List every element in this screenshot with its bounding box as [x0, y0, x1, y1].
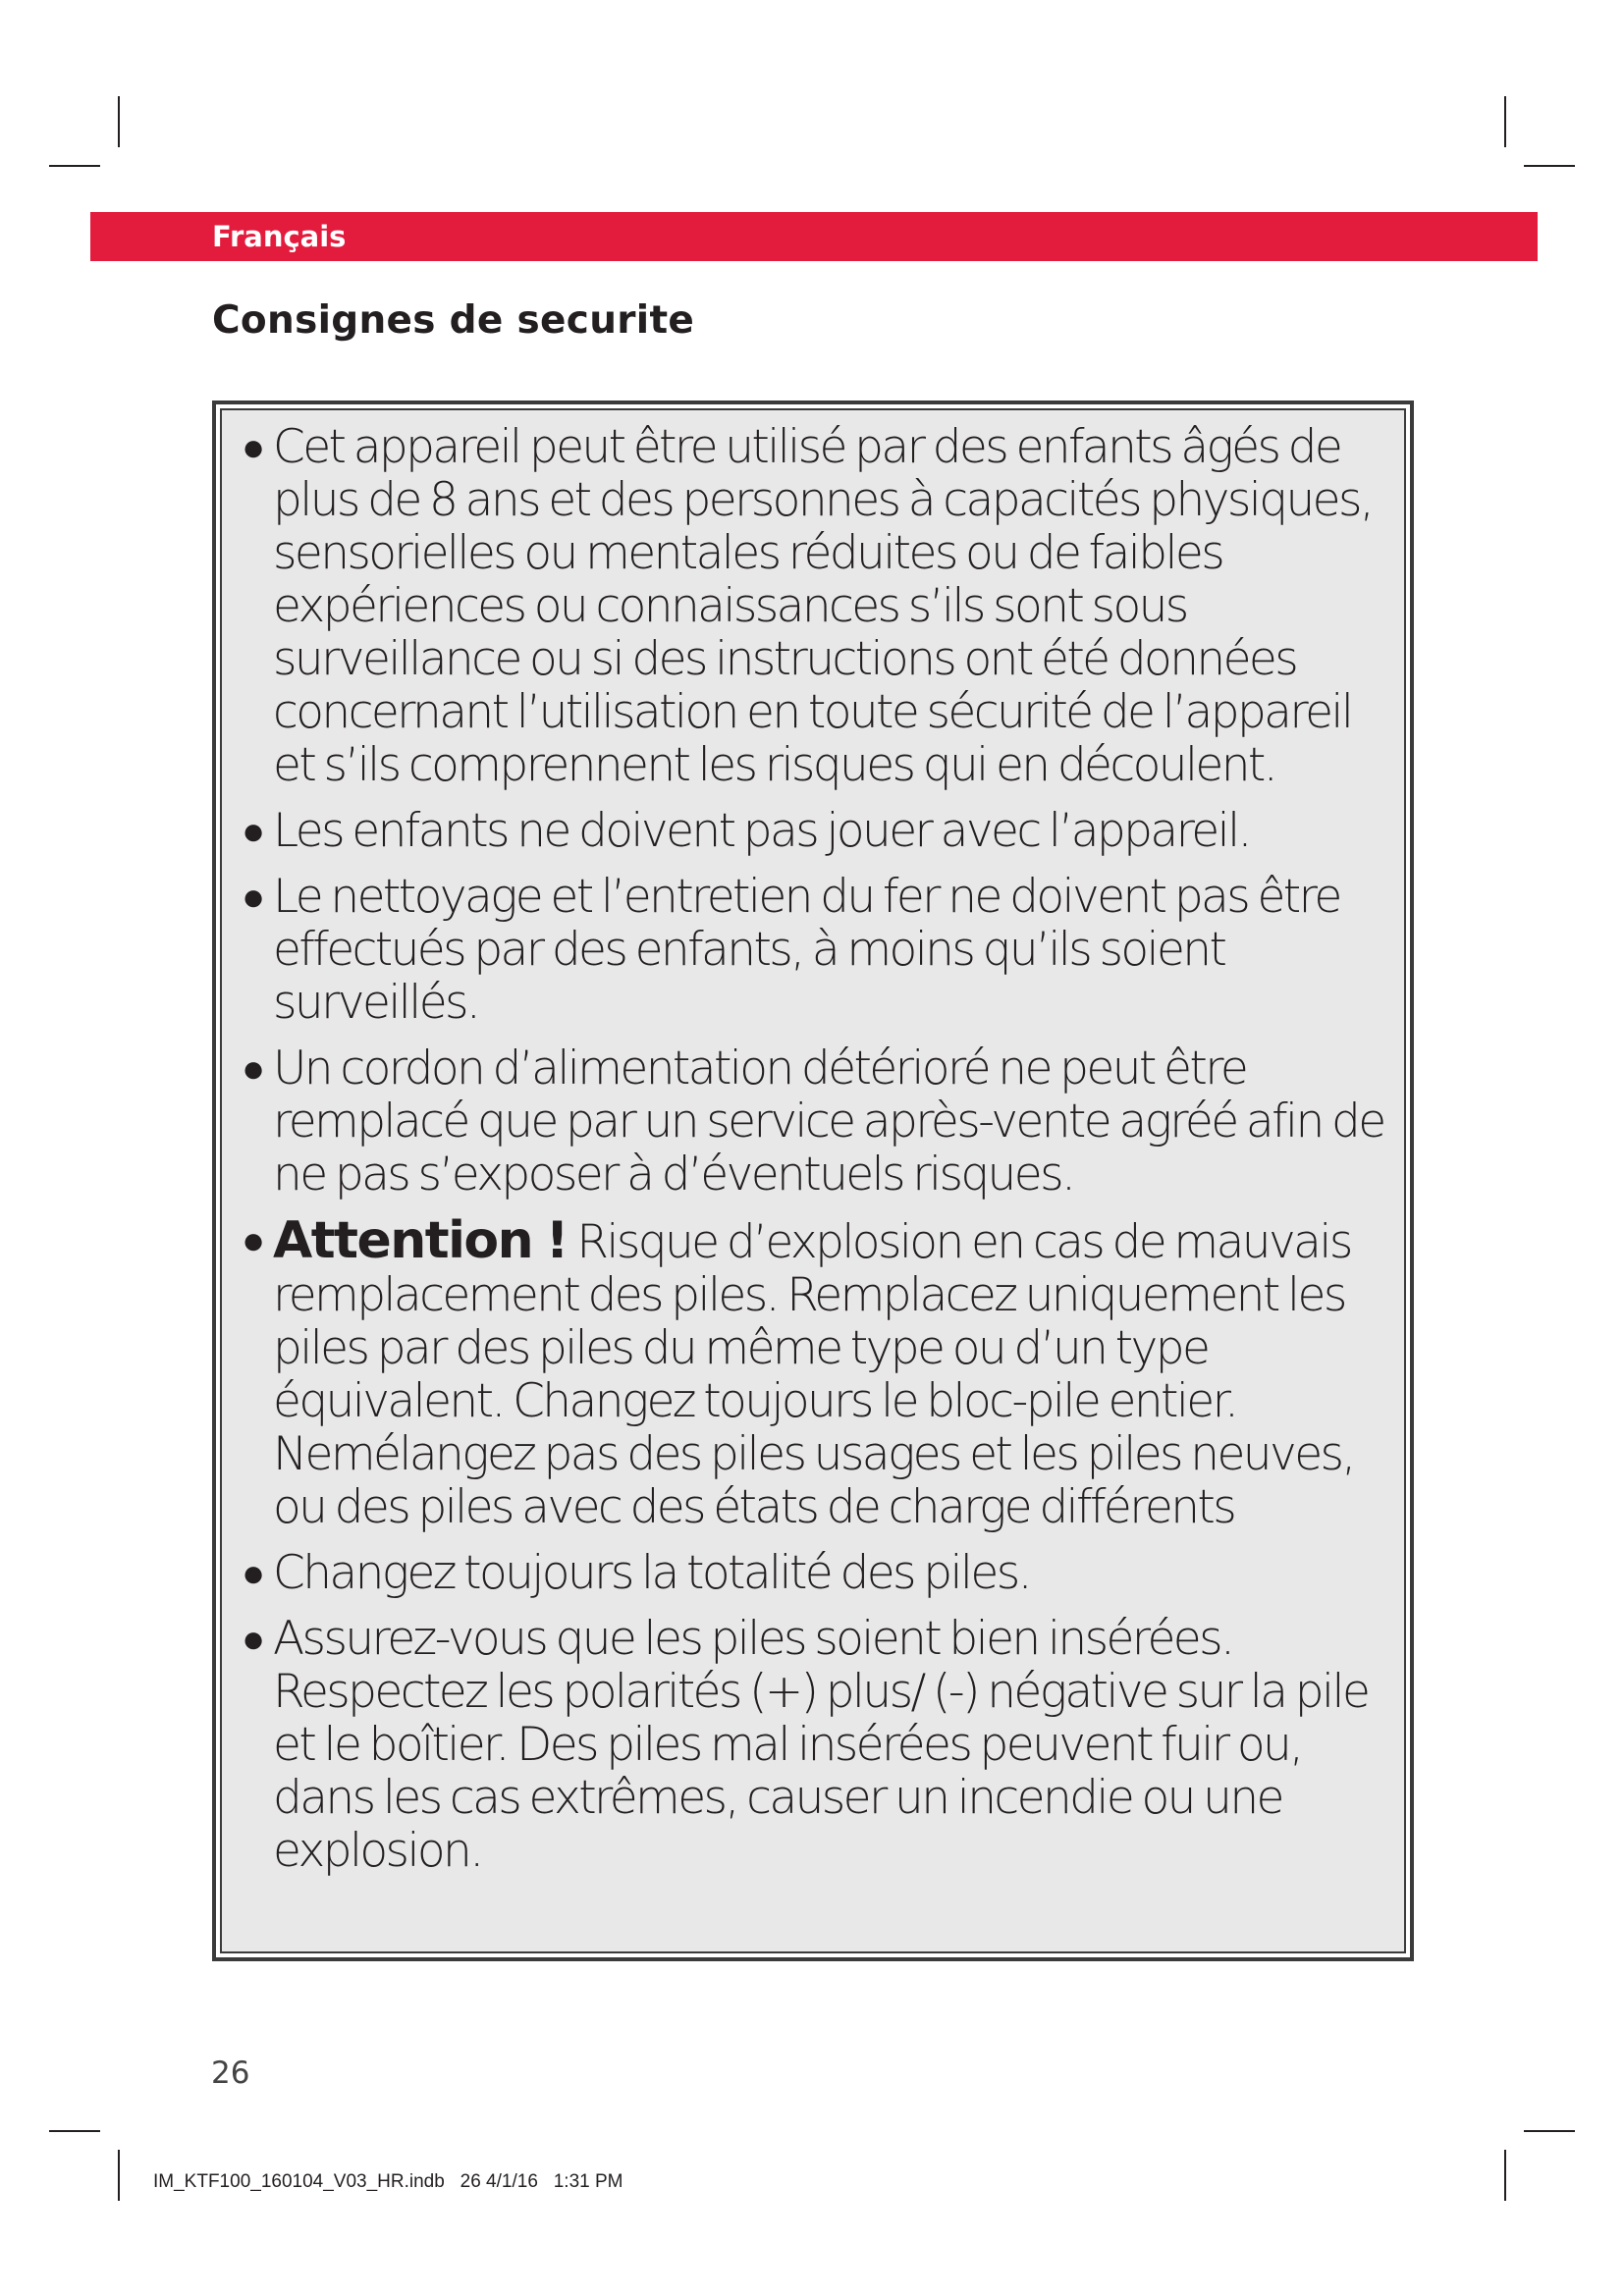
bullet-icon: ● — [242, 1218, 263, 1263]
bullet-icon: ● — [242, 1617, 263, 1662]
warning-item — [240, 871, 1388, 1030]
safety-warning-box — [212, 400, 1414, 1961]
bullet-icon: ● — [242, 1551, 263, 1596]
safety-warning-list — [240, 421, 1388, 1878]
warning-text: Assurez-vous que les piles soient bien insérées. Respectez les polarités (+) plus/ (-) négative sur la pile et le boîtier. Des piles mal insérées peuvent fuir ou, dans les cas extrêmes, causer un incendie ou une explosion. — [273, 1612, 1369, 1878]
warning-text: Cet appareil peut être utilisé par des enfants âgés de plus de 8 ans et des personnes à capacités physiques, sensorielles ou mentales réduites ou de faibles expériences ou connaissances s’ils sont sous surveillance ou si des instructions ont été données concernant l’utilisation en toute sécurité de l’appareil et s’ils comprennent les risques qui en découlent. — [273, 420, 1373, 792]
warning-text: Le nettoyage et l’entretien du fer ne doivent pas être effectués par des enfants, à moins qu’ils soient surveillés. — [273, 870, 1340, 1030]
attention-emphasis: Attention ! — [273, 1211, 568, 1270]
bullet-icon: ● — [242, 809, 263, 854]
crop-mark-top-right-vertical — [1504, 96, 1506, 147]
warning-text: Un cordon d’alimentation détérioré ne peut être remplacé que par un service après-vente agréé afin de ne pas s’exposer à d’éventuels risques. — [273, 1041, 1384, 1201]
crop-mark-top-left-horizontal — [49, 165, 100, 167]
crop-mark-top-left-vertical — [118, 96, 120, 147]
page-number: 26 — [211, 2056, 250, 2091]
warning-text: Risque d’explosion en cas de mauvais remplacement des piles. Remplacez uniquement les piles par des piles du même type ou d’un type équivalent. Changez toujours le bloc-pile entier. Nemélangez pas des piles usages et les piles neuves, ou des piles avec des états de charge différents — [273, 1215, 1354, 1534]
warning-item — [240, 1613, 1388, 1878]
warning-item-attention — [240, 1211, 1388, 1534]
language-header-bar — [90, 212, 1538, 261]
warning-text: Changez toujours la totalité des piles. — [273, 1546, 1030, 1600]
warning-item — [240, 1042, 1388, 1201]
crop-mark-bottom-left-horizontal — [49, 2130, 100, 2132]
bullet-icon: ● — [242, 1046, 263, 1092]
bullet-icon: ● — [242, 875, 263, 920]
warning-item — [240, 421, 1388, 792]
crop-mark-bottom-right-vertical — [1504, 2150, 1506, 2201]
warning-item — [240, 805, 1388, 858]
crop-mark-top-right-horizontal — [1524, 165, 1575, 167]
bullet-icon: ● — [242, 425, 263, 470]
warning-item — [240, 1547, 1388, 1600]
crop-mark-bottom-left-vertical — [118, 2150, 120, 2201]
print-file-slug: IM_KTF100_160104_V03_HR.indb 26 4/1/16 1:31 PM — [153, 2171, 623, 2192]
warning-text: Les enfants ne doivent pas jouer avec l’appareil. — [273, 804, 1250, 858]
safety-warning-box-inner — [220, 408, 1406, 1953]
language-label: Français — [212, 220, 347, 253]
crop-mark-bottom-right-horizontal — [1524, 2130, 1575, 2132]
section-title: Consignes de securite — [212, 298, 695, 343]
